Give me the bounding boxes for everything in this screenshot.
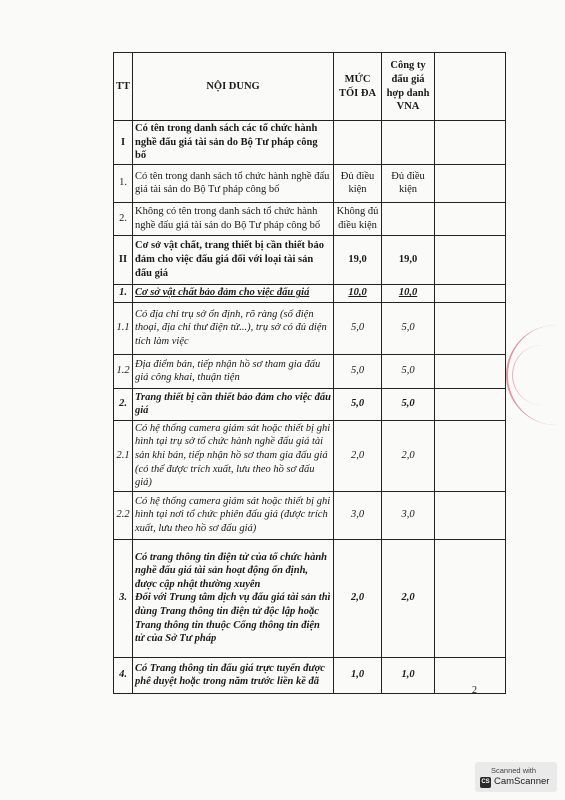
table-row: 2.2 Có hệ thống camera giám sát hoặc thiết bị ghi hình tại nơi tổ chức phiên đấu giá (được trích xuất, lưu theo hồ sơ đấu giá) 3,0 3,0: [114, 491, 506, 539]
camscanner-logo-icon: CS: [480, 777, 491, 788]
table-row: II Cơ sở vật chất, trang thiết bị cần thiết bảo đảm cho việc đấu giá đối với loại tài sản đấu giá 19,0 19,0: [114, 235, 506, 284]
page-number: 2: [472, 685, 477, 696]
table-row: 1. Có tên trong danh sách tổ chức hành nghề đấu giá tài sản do Bộ Tư pháp công bố Đủ điều kiện Đủ điều kiện: [114, 164, 506, 202]
header-content: NỘI DUNG: [133, 53, 334, 121]
table-row: 3. Có trang thông tin điện tử của tổ chức hành nghề đấu giá tài sản hoạt động ổn định, được cập nhật thường xuyên Đối với Trung tâm dịch vụ đấu giá tài sản thì dùng Trang thông tin điện tử độc lập hoặc Trang thông tin thuộc Cổng thông tin điện tử của Sở Tư pháp 2,0 2,0: [114, 539, 506, 657]
header-extra: [435, 53, 506, 121]
table-row: 2. Không có tên trong danh sách tổ chức hành nghề đấu giá tài sản do Bộ Tư pháp công bố Không đủ điều kiện: [114, 202, 506, 235]
table-row: 2. Trang thiết bị cần thiết bảo đảm cho việc đấu giá 5,0 5,0: [114, 388, 506, 420]
table-row: 1.1 Có địa chỉ trụ sở ổn định, rõ ràng (số điện thoại, địa chỉ thư điện tử...), trụ sở có đủ diện tích làm việc 5,0 5,0: [114, 302, 506, 354]
table-row: 4. Có Trang thông tin đấu giá trực tuyến được phê duyệt hoặc trong năm trước liền kề đã 1,0 1,0: [114, 657, 506, 693]
camscanner-watermark: [475, 762, 557, 792]
table-row: 1. Cơ sở vật chất bảo đảm cho việc đấu giá 10,0 10,0: [114, 284, 506, 302]
table-row: 1.2 Địa điểm bán, tiếp nhận hồ sơ tham gia đấu giá công khai, thuận tiện 5,0 5,0: [114, 354, 506, 388]
header-tt: TT: [114, 53, 133, 121]
table-row: 2.1 Có hệ thống camera giám sát hoặc thiết bị ghi hình tại trụ sở tổ chức hành nghề đấu giá tài sản khi bán, tiếp nhận hồ sơ tham gia đấu giá (có thể được trích xuất, lưu theo hồ sơ đấu giá) 2,0 2,0: [114, 420, 506, 491]
header-vna: Công ty đấu giá hợp danh VNA: [382, 53, 435, 121]
watermark-caption: Scanned with: [491, 766, 537, 775]
table-row: I Có tên trong danh sách các tổ chức hành nghề đấu giá tài sản do Bộ Tư pháp công bố: [114, 121, 506, 165]
table-header-row: [114, 53, 506, 121]
evaluation-table: [113, 52, 506, 694]
header-max: MỨC TỐI ĐA: [334, 53, 382, 121]
watermark-brand: CamScanner: [494, 776, 550, 787]
